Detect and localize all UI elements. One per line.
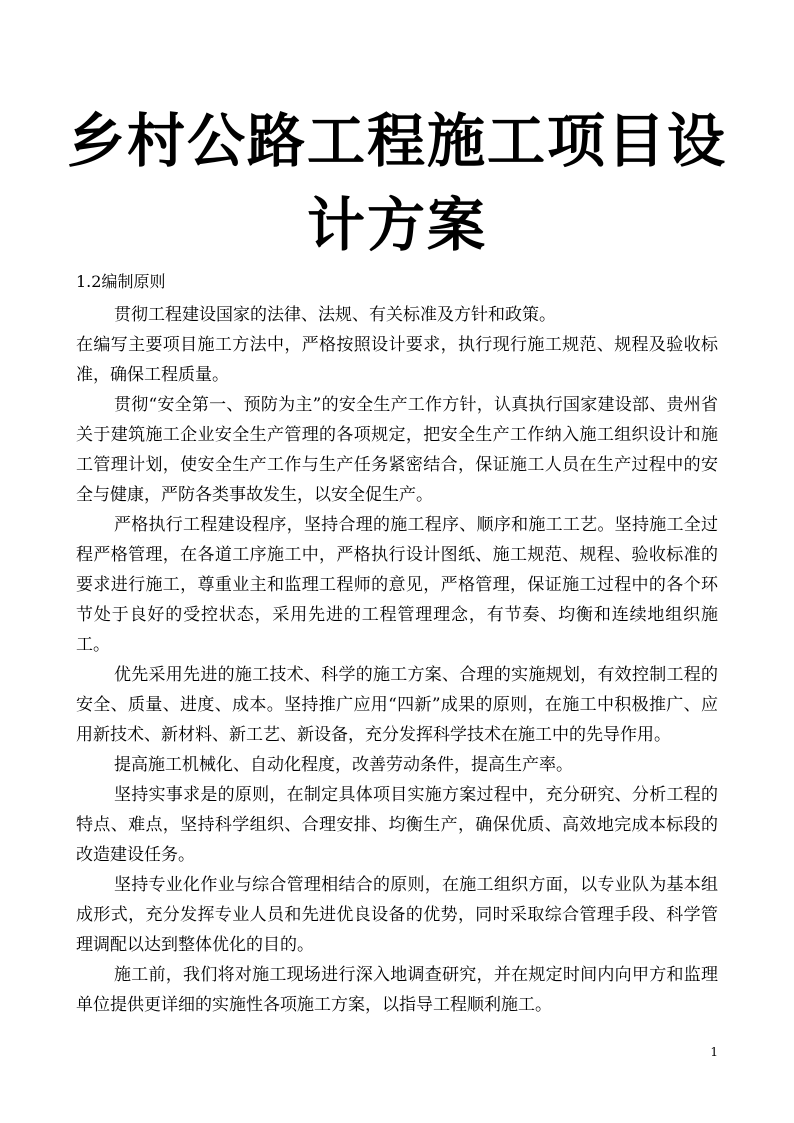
document-title-line-1: 乡村公路工程施工项目设: [66, 107, 727, 175]
page-number: 1: [710, 1045, 718, 1059]
body-paragraph: 坚持专业化作业与综合管理相结合的原则，在施工组织方面，以专业队为基本组成形式，充分发挥专业人员和先进优良设备的优势，同时采取综合管理手段、科学管理调配以达到整体优化的目的。: [76, 875, 718, 955]
body-paragraph: 坚持实事求是的原则，在制定具体项目实施方案过程中，充分研究、分析工程的特点、难点，坚持科学组织、合理安排、均衡生产，确保优质、高效地完成本标段的改造建设任务。: [76, 785, 718, 865]
document-body: [76, 300, 718, 1020]
section-heading: 1.2编制原则: [76, 272, 166, 291]
body-paragraph: 提高施工机械化、自动化程度，改善劳动条件，提高生产率。: [114, 755, 573, 775]
body-paragraph: 施工前，我们将对施工现场进行深入地调查研究，并在规定时间内向甲方和监理单位提供更详细的实施性各项施工方案，以指导工程顺利施工。: [76, 965, 718, 1015]
document-title-line-2: 计方案: [306, 191, 487, 259]
body-paragraph: 贯彻工程建设国家的法律、法规、有关标准及方针和政策。: [114, 305, 556, 325]
body-paragraph: 严格执行工程建设程序，坚持合理的施工程序、顺序和施工工艺。坚持施工全过程严格管理，在各道工序施工中，严格执行设计图纸、施工规范、规程、验收标准的要求进行施工，尊重业主和监理工程师的意见，严格管理，保证施工过程中的各个环节处于良好的受控状态，采用先进的工程管理理念，有节奏、均衡和连续地组织施工。: [76, 515, 718, 655]
body-paragraph: 优先采用先进的施工技术、科学的施工方案、合理的实施规划，有效控制工程的安全、质量、进度、成本。坚持推广应用“四新”成果的原则，在施工中积极推广、应用新技术、新材料、新工艺、新设备，充分发挥科学技术在施工中的先导作用。: [76, 665, 718, 745]
body-paragraph: 在编写主要项目施工方法中，严格按照设计要求，执行现行施工规范、规程及验收标准，确保工程质量。: [76, 335, 718, 385]
body-paragraph: 贯彻“安全第一、预防为主”的安全生产工作方针，认真执行国家建设部、贵州省关于建筑施工企业安全生产管理的各项规定，把安全生产工作纳入施工组织设计和施工管理计划，使安全生产工作与生产任务紧密结合，保证施工人员在生产过程中的安全与健康，严防各类事故发生，以安全促生产。: [76, 395, 718, 505]
